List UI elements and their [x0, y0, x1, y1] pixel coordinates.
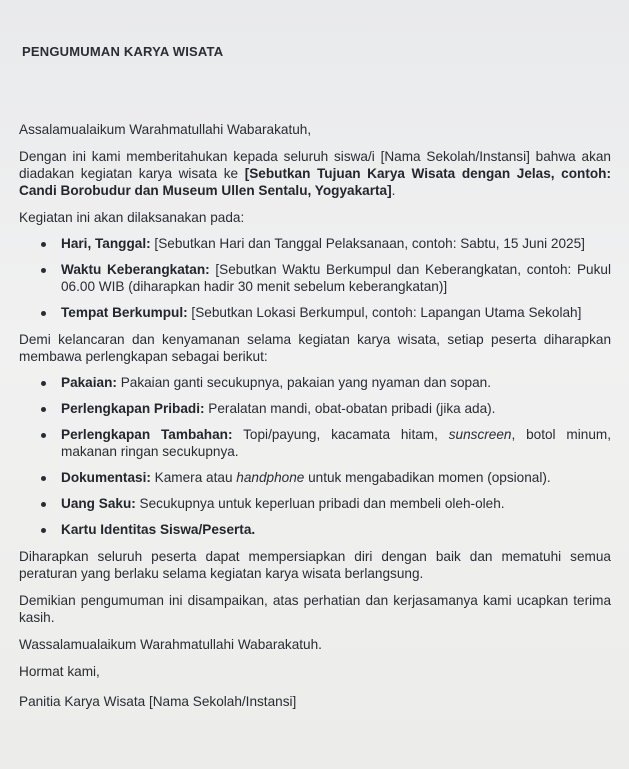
- list-item: [19, 304, 611, 321]
- list-item: [19, 426, 611, 460]
- item-label: Dokumentasi:: [61, 470, 151, 485]
- farewell: Wassalamualaikum Warahmatullahi Wabarakatuh.: [19, 637, 322, 652]
- item-label: Tempat Berkumpul:: [61, 305, 188, 320]
- list-item: [19, 495, 611, 512]
- item-text: Kamera atau: [150, 470, 237, 485]
- list-item: [19, 469, 611, 486]
- greeting: Assalamualaikum Warahmatullahi Wabarakatuh,: [19, 122, 312, 137]
- item-label: Perlengkapan Tambahan:: [61, 427, 233, 442]
- item-text: untuk mengabadikan momen (opsional).: [304, 470, 551, 485]
- schedule-intro: Kegiatan ini akan dilaksanakan pada:: [19, 210, 245, 225]
- destination: [Sebutkan Tujuan Karya Wisata dengan Jelas, contoh: Candi Borobudur dan Museum Ullen Sentalu, Yogyakarta]: [19, 166, 611, 198]
- item-italic: sunscreen: [448, 427, 512, 442]
- page-title: PENGUMUMAN KARYA WISATA: [22, 44, 224, 59]
- item-text: [Sebutkan Waktu Berkumpul dan Keberangkatan, contoh: Pukul 06.00 WIB (diharapkan hadir 30 menit sebelum keberangkatan)]: [61, 262, 611, 294]
- item-label: Hari, Tanggal:: [61, 236, 151, 251]
- items-list: [19, 374, 611, 538]
- regards: Hormat kami,: [19, 664, 100, 679]
- intro-paragraph: [19, 148, 611, 199]
- announcement-body: [19, 121, 611, 710]
- item-italic: handphone: [236, 470, 305, 485]
- list-item: [19, 261, 611, 295]
- item-label: Pakaian:: [61, 375, 117, 390]
- item-label: Uang Saku:: [61, 496, 136, 511]
- closing-paragraph-2: Demikian pengumuman ini disampaikan, atas perhatian dan kerjasamanya kami ucapkan terima kasih.: [19, 593, 611, 625]
- items-intro: Demi kelancaran dan kenyamanan selama kegiatan karya wisata, setiap peserta diharapkan membawa perlengkapan sebagai berikut:: [19, 332, 611, 364]
- item-text: Topi/payung, kacamata hitam,: [232, 427, 449, 442]
- intro-end: .: [391, 183, 396, 198]
- list-item: [19, 374, 611, 391]
- item-text: [Sebutkan Hari dan Tanggal Pelaksanaan, contoh: Sabtu, 15 Juni 2025]: [150, 236, 585, 251]
- item-text: Secukupnya untuk keperluan pribadi dan membeli oleh-oleh.: [135, 496, 505, 511]
- item-text: , botol minum, makanan ringan secukupnya.: [61, 427, 612, 459]
- intro-text: Dengan ini kami memberitahukan kepada seluruh siswa/i [Nama Sekolah/Instansi] bahwa akan diadakan kegiatan karya wisata ke: [19, 149, 611, 181]
- item-label: Waktu Keberangkatan:: [61, 262, 210, 277]
- list-item: [19, 521, 611, 538]
- item-text: [Sebutkan Lokasi Berkumpul, contoh: Lapangan Utama Sekolah]: [187, 305, 582, 320]
- item-text: Peralatan mandi, obat-obatan pribadi (jika ada).: [204, 401, 496, 416]
- item-text: Pakaian ganti secukupnya, pakaian yang nyaman dan sopan.: [116, 375, 492, 390]
- list-item: [19, 400, 611, 417]
- item-label: Kartu Identitas Siswa/Peserta.: [61, 522, 256, 537]
- schedule-list: [19, 235, 611, 321]
- closing-paragraph-1: Diharapkan seluruh peserta dapat mempersiapkan diri dengan baik dan mematuhi semua peraturan yang berlaku selama kegiatan karya wisata berlangsung.: [19, 549, 611, 581]
- list-item: [19, 235, 611, 252]
- item-label: Perlengkapan Pribadi:: [61, 401, 205, 416]
- signature: Panitia Karya Wisata [Nama Sekolah/Instansi]: [19, 694, 297, 709]
